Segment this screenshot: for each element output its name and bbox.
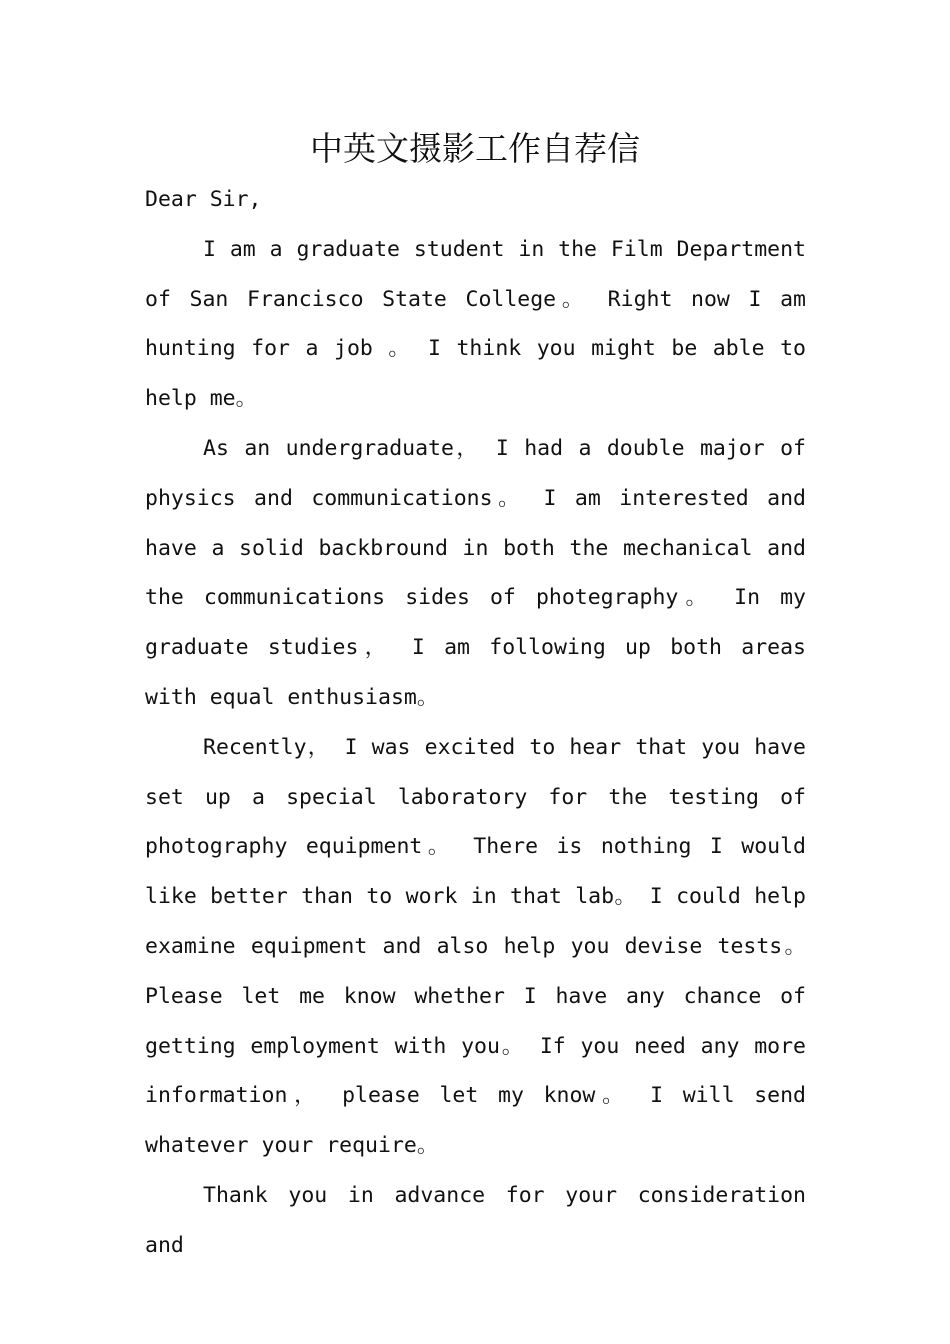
paragraph-4: Thank you in advance for your consideration and	[145, 1182, 806, 1258]
paragraph-2: As an undergraduate， I had a double major of physics and communications。 I am interested and have a solid backbround in both the mechanical and the communications sides of photegraphy。 In my graduate studies， I am following up both areas with equal enthusiasm。	[145, 435, 806, 710]
document-title: 中英文摄影工作自荐信	[310, 129, 640, 168]
paragraph-3: Recently， I was excited to hear that you have set up a special laboratory for the testing of photography equipment。 There is nothing I would like better than to work in that lab。 I could help examine equipment and also help you devise tests。Please let me know whether I have any chance of getting employment with you。 If you need any more information， please let my know。 I will send whatever your require。	[145, 734, 806, 1159]
salutation: Dear Sir,	[145, 187, 262, 212]
letter-body	[145, 175, 806, 1271]
paragraph-1: I am a graduate student in the Film Department of San Francisco State College。 Right now I am hunting for a job 。 I think you might be able to help me。	[145, 236, 806, 412]
